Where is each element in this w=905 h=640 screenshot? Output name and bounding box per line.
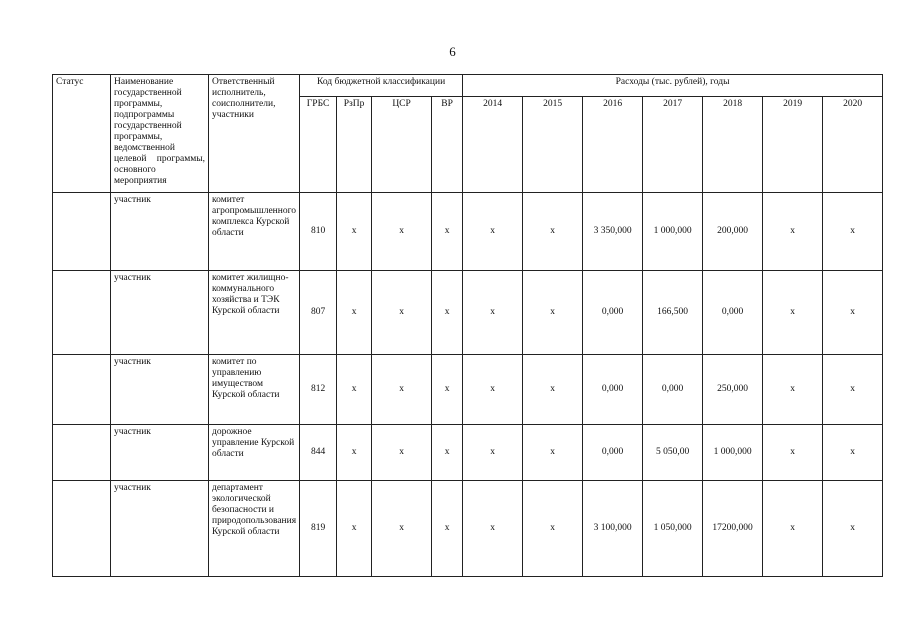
- grbs-cell: 807: [300, 271, 337, 355]
- table-row: [53, 271, 883, 355]
- value-cell: 0,000: [583, 271, 643, 355]
- value-cell: х: [763, 193, 823, 271]
- executor-cell: комитет агропромышленного комплекса Курской области: [209, 193, 300, 271]
- value-cell: х: [823, 193, 883, 271]
- header-csr: ЦСР: [372, 97, 432, 193]
- value-cell: х: [463, 425, 523, 481]
- header-year: 2019: [763, 97, 823, 193]
- name-cell: участник: [111, 481, 209, 577]
- csr-cell: х: [372, 271, 432, 355]
- grbs-cell: 812: [300, 355, 337, 425]
- header-name: Наименование государственной программы, подпрограммы государственной программы, ведомственной целевой программы, основного мероприятия: [111, 75, 209, 193]
- header-vr: ВР: [432, 97, 463, 193]
- rzpr-cell: х: [337, 355, 372, 425]
- value-cell: х: [523, 355, 583, 425]
- executor-cell: комитет по управлению имуществом Курской области: [209, 355, 300, 425]
- page-number: 6: [449, 44, 456, 59]
- value-cell: 0,000: [703, 271, 763, 355]
- header-year: 2016: [583, 97, 643, 193]
- header-year: 2015: [523, 97, 583, 193]
- header-budget-code: Код бюджетной классификации: [300, 75, 463, 97]
- vr-cell: х: [432, 193, 463, 271]
- value-cell: х: [463, 193, 523, 271]
- csr-cell: х: [372, 481, 432, 577]
- value-cell: х: [763, 271, 823, 355]
- status-cell: [53, 355, 111, 425]
- name-cell: участник: [111, 271, 209, 355]
- executor-cell: комитет жилищно-коммунального хозяйства и ТЭК Курской области: [209, 271, 300, 355]
- value-cell: 3 100,000: [583, 481, 643, 577]
- value-cell: х: [823, 271, 883, 355]
- vr-cell: х: [432, 425, 463, 481]
- vr-cell: х: [432, 355, 463, 425]
- value-cell: х: [823, 481, 883, 577]
- grbs-cell: 819: [300, 481, 337, 577]
- rzpr-cell: х: [337, 193, 372, 271]
- header-executor: Ответственный исполнитель, соисполнители, участники: [209, 75, 300, 193]
- csr-cell: х: [372, 355, 432, 425]
- status-cell: [53, 193, 111, 271]
- csr-cell: х: [372, 425, 432, 481]
- value-cell: 0,000: [583, 425, 643, 481]
- header-year: 2018: [703, 97, 763, 193]
- value-cell: 0,000: [643, 355, 703, 425]
- value-cell: х: [763, 355, 823, 425]
- executor-cell: дорожное управление Курской области: [209, 425, 300, 481]
- value-cell: 200,000: [703, 193, 763, 271]
- grbs-cell: 844: [300, 425, 337, 481]
- csr-cell: х: [372, 193, 432, 271]
- header-year: 2014: [463, 97, 523, 193]
- value-cell: х: [463, 271, 523, 355]
- value-cell: 1 000,000: [643, 193, 703, 271]
- table-row: [53, 355, 883, 425]
- status-cell: [53, 271, 111, 355]
- rzpr-cell: х: [337, 271, 372, 355]
- table-row: [53, 193, 883, 271]
- value-cell: 1 050,000: [643, 481, 703, 577]
- value-cell: х: [463, 355, 523, 425]
- header-year: 2020: [823, 97, 883, 193]
- grbs-cell: 810: [300, 193, 337, 271]
- value-cell: х: [763, 425, 823, 481]
- budget-table: [52, 74, 883, 577]
- value-cell: х: [523, 481, 583, 577]
- value-cell: 3 350,000: [583, 193, 643, 271]
- value-cell: 166,500: [643, 271, 703, 355]
- value-cell: 250,000: [703, 355, 763, 425]
- table-row: [53, 481, 883, 577]
- status-cell: [53, 425, 111, 481]
- vr-cell: х: [432, 481, 463, 577]
- header-grbs: ГРБС: [300, 97, 337, 193]
- name-cell: участник: [111, 425, 209, 481]
- header-rzpr: РзПр: [337, 97, 372, 193]
- value-cell: х: [523, 271, 583, 355]
- value-cell: х: [463, 481, 523, 577]
- table-row: [53, 425, 883, 481]
- value-cell: 17200,000: [703, 481, 763, 577]
- value-cell: 1 000,000: [703, 425, 763, 481]
- rzpr-cell: х: [337, 481, 372, 577]
- rzpr-cell: х: [337, 425, 372, 481]
- name-cell: участник: [111, 355, 209, 425]
- value-cell: х: [823, 425, 883, 481]
- executor-cell: департамент экологической безопасности и природопользования Курской области: [209, 481, 300, 577]
- header-status: Статус: [53, 75, 111, 193]
- value-cell: х: [763, 481, 823, 577]
- value-cell: х: [523, 425, 583, 481]
- value-cell: 5 050,00: [643, 425, 703, 481]
- header-year: 2017: [643, 97, 703, 193]
- value-cell: х: [823, 355, 883, 425]
- header-expenses: Расходы (тыс. рублей), годы: [463, 75, 883, 97]
- value-cell: 0,000: [583, 355, 643, 425]
- name-cell: участник: [111, 193, 209, 271]
- value-cell: х: [523, 193, 583, 271]
- status-cell: [53, 481, 111, 577]
- vr-cell: х: [432, 271, 463, 355]
